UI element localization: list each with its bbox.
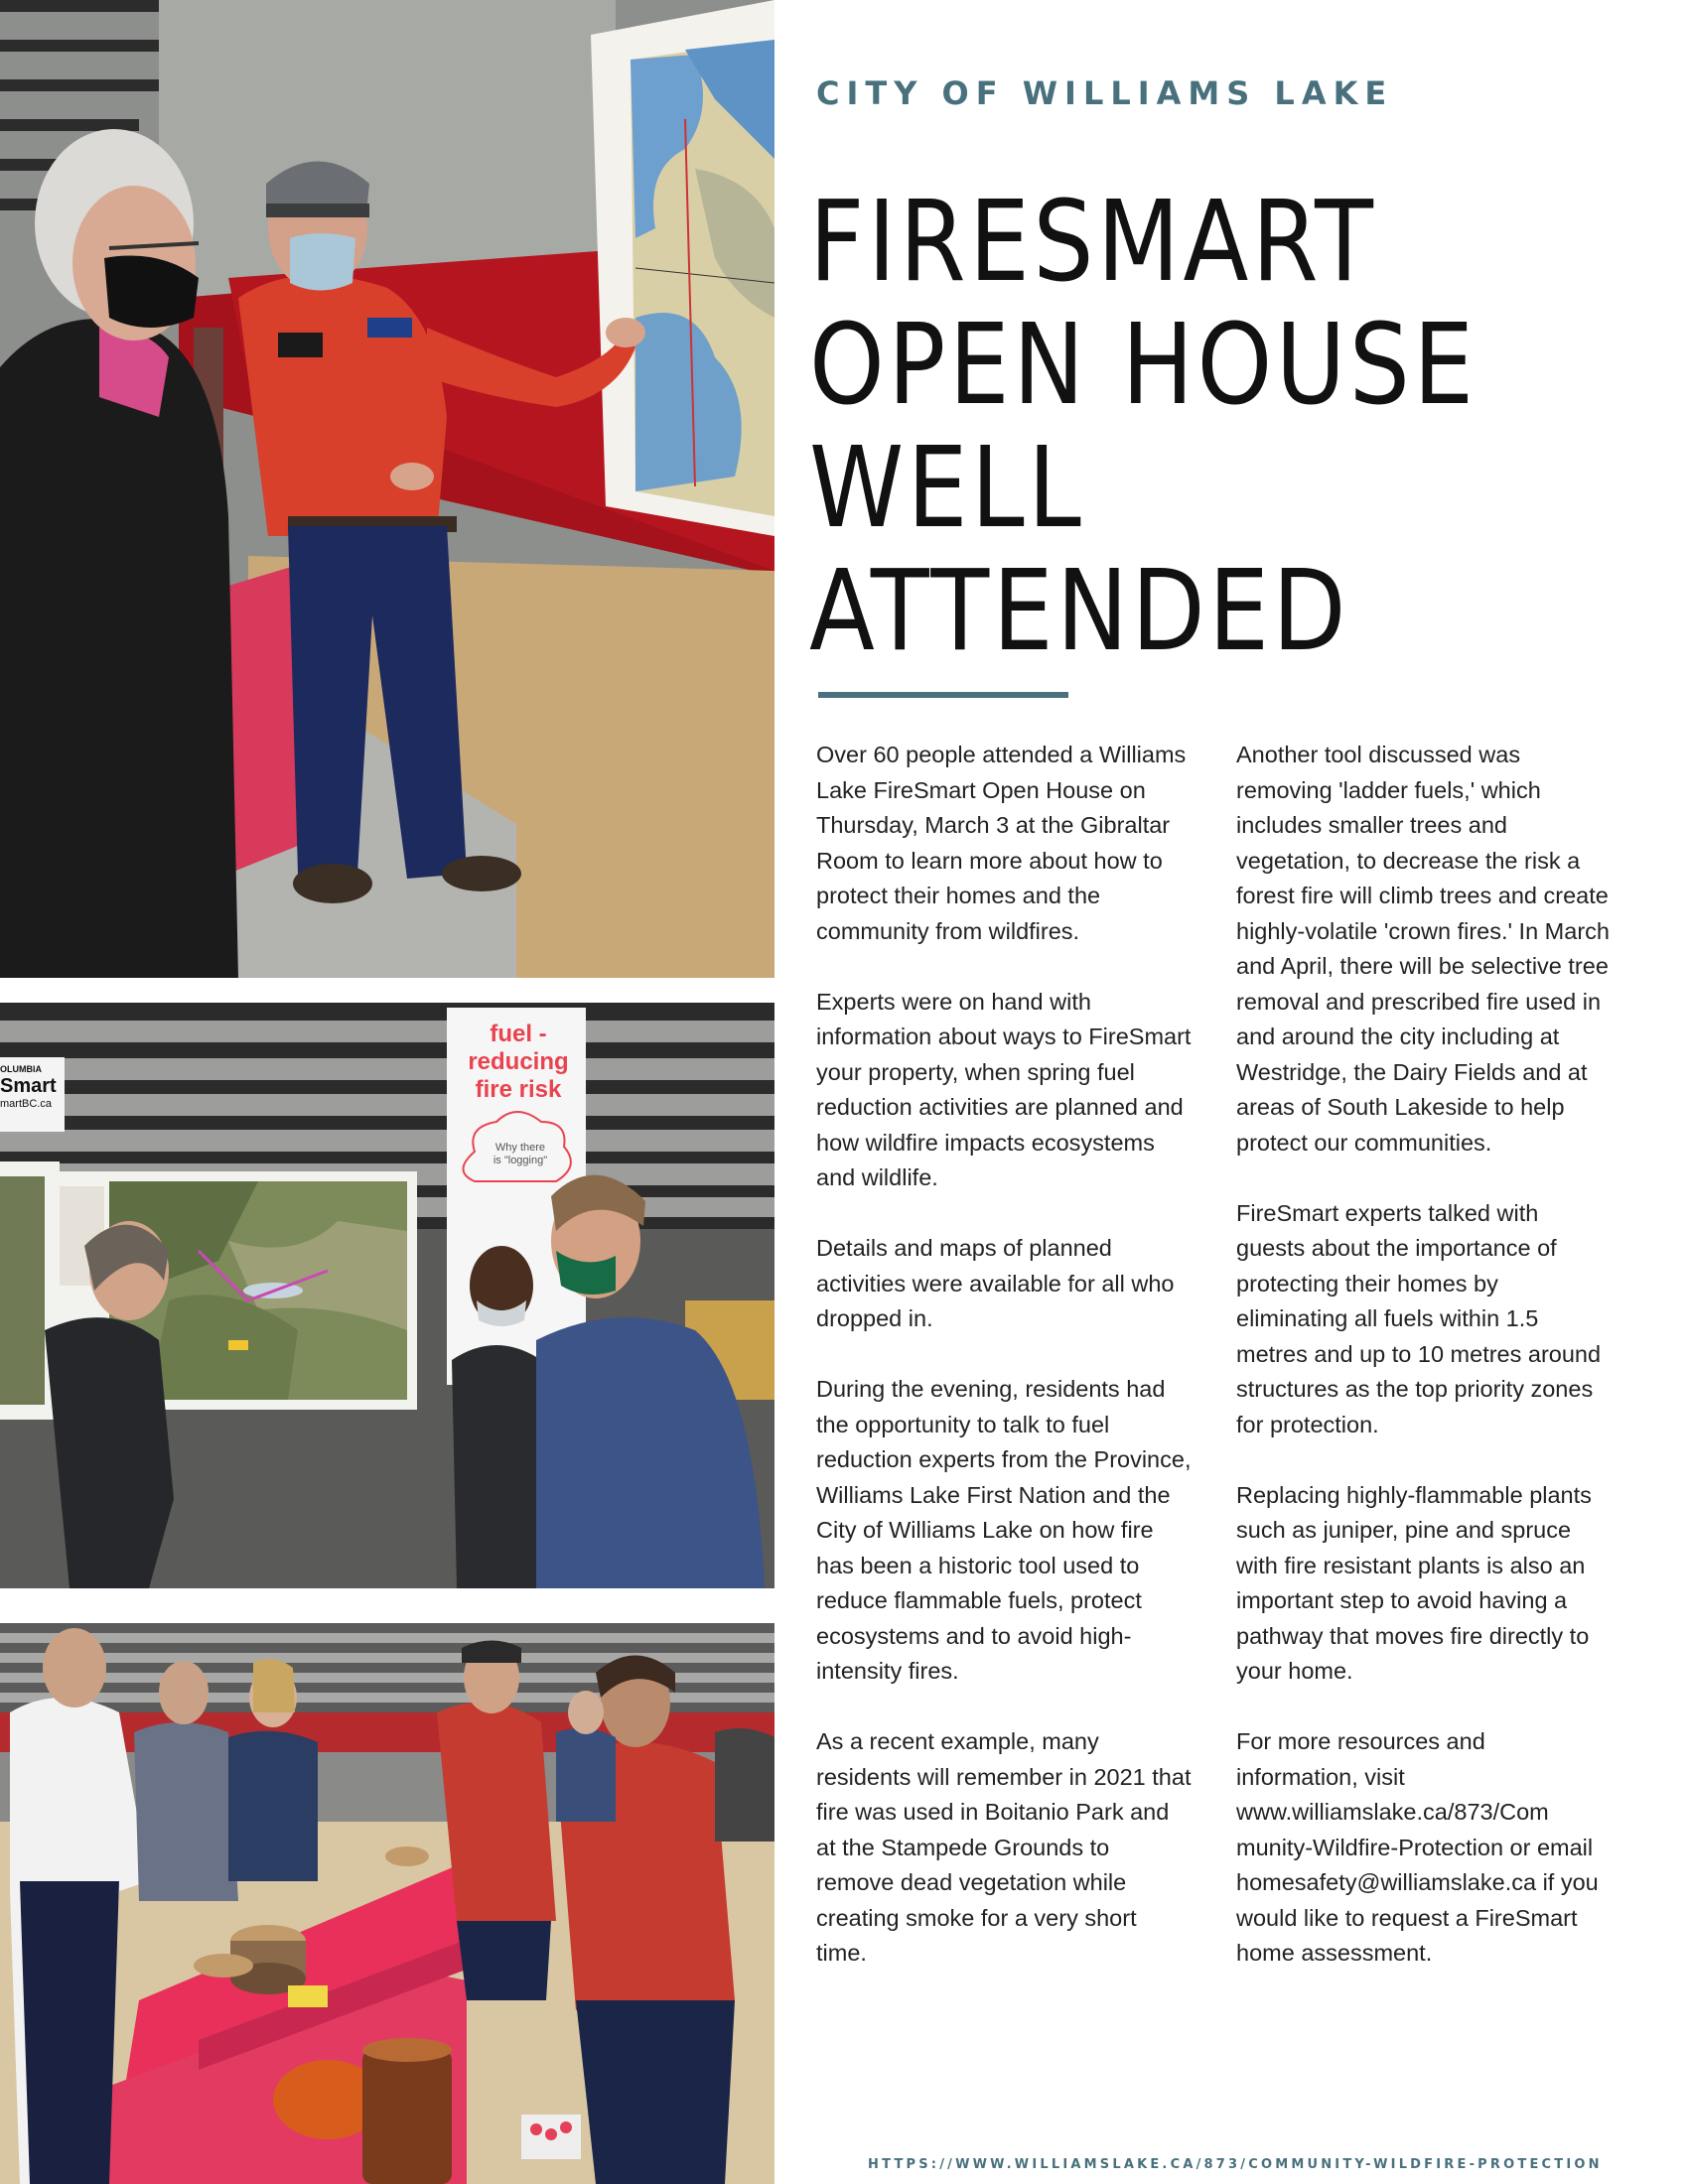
paragraph-resources: For more resources and information, visit www.williamslake.ca/873/Com munity-Wildfire-Protection or email homesafety@williamslake.ca if you would like to request a FireSmart home assessment.: [1236, 1728, 1599, 1966]
paragraph: Another tool discussed was removing 'ladder fuels,' which includes smaller trees and vegetation, to decrease the risk a forest fire will climb trees and create highly-volatile 'crown fires.' In March and April, there will be selective tree removal and prescribed fire used in and around the city including at Westridge, the Dairy Fields and at areas of South Lakeside to help protect our communities.: [1236, 742, 1610, 1156]
banner-fuel-reducing: [455, 1021, 582, 1104]
bubble-line-1: Why there: [494, 1142, 546, 1154]
banner-bubble-text: [475, 1142, 566, 1167]
banner-line-2: reducing: [468, 1048, 569, 1075]
footer-url-link[interactable]: HTTPS://WWW.WILLIAMSLAKE.CA/873/COMMUNITY-WILDFIRE-PROTECTION: [868, 2157, 1603, 2172]
headline-divider: [818, 692, 1068, 698]
article-column-left: [816, 738, 1192, 1972]
photo-firefighter-at-map: [0, 0, 774, 978]
headline-line-3: WELL: [809, 424, 1085, 553]
paragraph: Details and maps of planned activities were available for all who dropped in.: [816, 1235, 1175, 1331]
banner-line-3: fire risk: [475, 1076, 562, 1103]
sign-line-2: Smart: [0, 1075, 57, 1097]
banner-line-1: fuel -: [490, 1021, 547, 1047]
paragraph: As a recent example, many residents will remember in 2021 that fire was used in Boitanio Park and at the Stampede Grounds to remove dead vegetation while creating smoke for a very short time.: [816, 1728, 1192, 1966]
paragraph: FireSmart experts talked with guests about the importance of protecting their homes by eliminating all fuels within 1.5 metres and up to 10 metres around structures as the top priority zones for protection.: [1236, 1199, 1602, 1437]
article-headline: [809, 178, 1663, 676]
city-kicker: CITY OF WILLIAMS LAKE: [816, 74, 1394, 112]
photo-sign-firesmart: [0, 1064, 66, 1110]
article-column-right: [1236, 738, 1614, 1972]
paragraph: Replacing highly-flammable plants such as juniper, pine and spruce with fire resistant plants is also an important step to avoid having a pathway that moves fire directly to your home.: [1236, 1481, 1592, 1684]
headline-line-1: FIRESMART: [809, 178, 1377, 307]
paragraph: During the evening, residents had the opportunity to talk to fuel reduction experts from the Province, Williams Lake First Nation and the City of Williams Lake on how fire has been a historic tool used to reduce flammable fuels, protect ecosystems and to avoid high-intensity fires.: [816, 1376, 1192, 1684]
photo-booth-with-maps: [0, 1003, 774, 1588]
bubble-line-2: is "logging": [492, 1155, 548, 1166]
paragraph: Over 60 people attended a Williams Lake FireSmart Open House on Thursday, March 3 at the Gibraltar Room to learn more about how to protect their homes and the community from wildfires.: [816, 742, 1187, 944]
paragraph: Experts were on hand with information about ways to FireSmart your property, when spring fuel reduction activities are planned and how wildfire impacts ecosystems and wildlife.: [816, 988, 1192, 1190]
sign-line-3: martBC.ca: [0, 1098, 52, 1110]
sign-line-1: OLUMBIA: [0, 1064, 42, 1074]
headline-line-2: OPEN HOUSE: [809, 301, 1477, 430]
photo-firefighters-at-tables: [0, 1623, 774, 2184]
headline-line-4: ATTENDED: [809, 547, 1350, 676]
